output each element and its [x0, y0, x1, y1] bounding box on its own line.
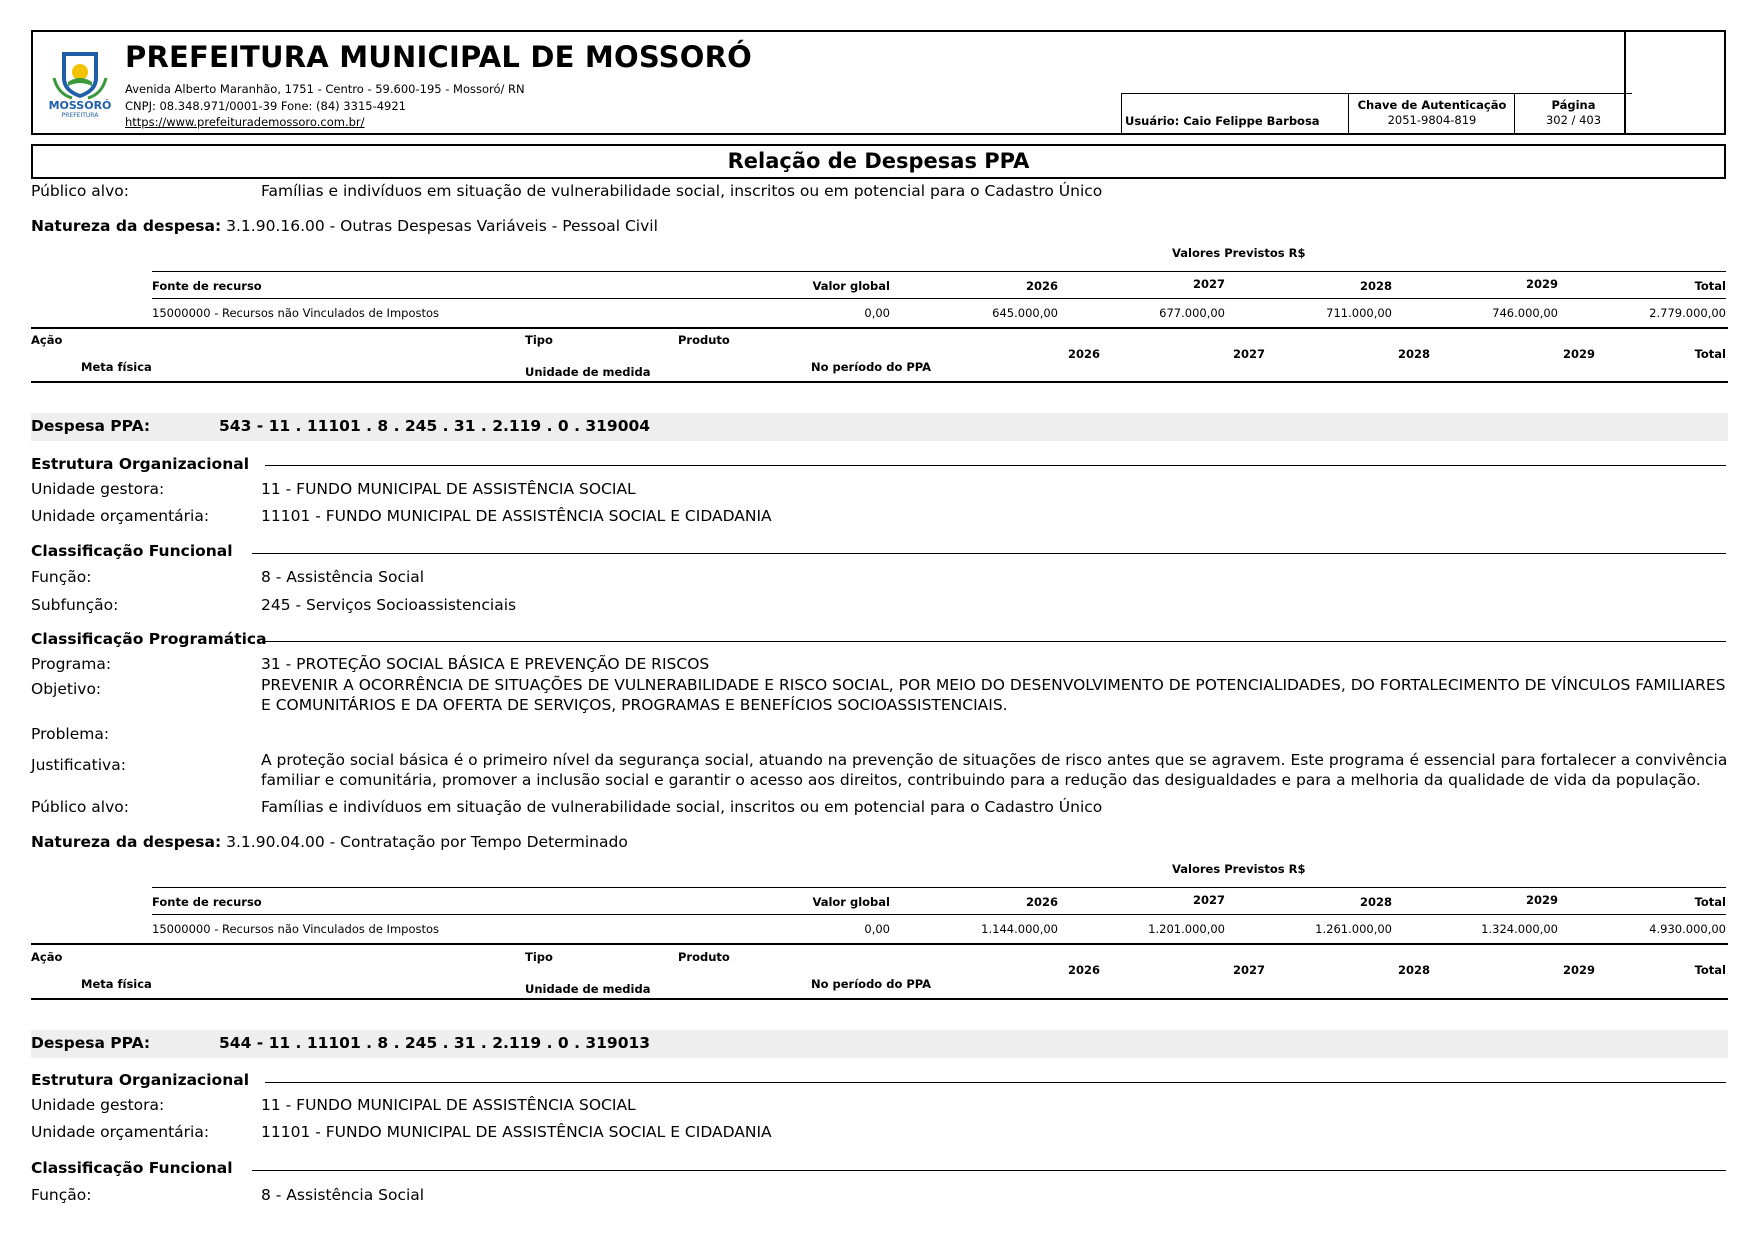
value-2027: 677.000,00	[1159, 306, 1225, 320]
despesa-code: 543 - 11 . 11101 . 8 . 245 . 31 . 2.119 . 0 . 319004	[219, 417, 651, 435]
header-right-blank	[1624, 32, 1724, 133]
col-valor-global: Valor global	[812, 279, 890, 293]
valor-global-value: 0,00	[864, 922, 890, 936]
fonte-value: 15000000 - Recursos não Vinculados de Impostos	[152, 306, 440, 320]
table-rule	[152, 298, 1726, 299]
value-2026: 1.144.000,00	[981, 922, 1058, 936]
natureza-despesa	[31, 833, 628, 851]
col-produto: Produto	[678, 950, 730, 964]
classificacao-programatica-title: Classificação Programática	[31, 630, 267, 648]
programa-label: Programa:	[31, 655, 112, 673]
col-fonte: Fonte de recurso	[152, 279, 262, 293]
valores-previstos-title: Valores Previstos R$	[1172, 862, 1306, 876]
objetivo-label: Objetivo:	[31, 680, 102, 698]
justificativa-label: Justificativa:	[31, 756, 126, 774]
classificacao-funcional-title: Classificação Funcional	[31, 1159, 233, 1177]
logo-text: MOSSORÓ	[48, 99, 112, 112]
auth-key-label: Chave de Autenticação	[1357, 98, 1507, 112]
value-2027: 1.201.000,00	[1148, 922, 1225, 936]
estrutura-title: Estrutura Organizacional	[31, 455, 250, 473]
meta-col-2029: 2029	[1562, 963, 1595, 977]
funcao-label: Função:	[31, 1186, 92, 1204]
valor-global-value: 0,00	[864, 306, 890, 320]
meta-col-total: Total	[1694, 347, 1726, 361]
fonte-value: 15000000 - Recursos não Vinculados de Impostos	[152, 922, 440, 936]
natureza-value: 3.1.90.04.00 - Contratação por Tempo Determinado	[226, 833, 628, 851]
despesa-label: Despesa PPA:	[31, 417, 151, 435]
col-meta-fisica: Meta física	[81, 360, 152, 374]
unidade-gestora-value: 11 - FUNDO MUNICIPAL DE ASSISTÊNCIA SOCIAL	[261, 480, 636, 498]
meta-col-2028: 2028	[1397, 347, 1430, 361]
table-rule	[31, 327, 1728, 329]
page-title: Relação de Despesas PPA	[31, 144, 1726, 179]
meta-col-2027: 2027	[1232, 347, 1265, 361]
funcao-value: 8 - Assistência Social	[261, 1186, 425, 1204]
value-2028: 1.261.000,00	[1315, 922, 1392, 936]
col-2027: 2027	[1192, 277, 1225, 291]
page-cell	[1514, 93, 1632, 133]
estrutura-title: Estrutura Organizacional	[31, 1071, 250, 1089]
org-address: Avenida Alberto Maranhão, 1751 - Centro - 59.600-195 - Mossoró/ RN	[125, 82, 525, 96]
despesa-label: Despesa PPA:	[31, 1034, 151, 1052]
table-rule	[31, 998, 1728, 1000]
table-rule	[31, 381, 1728, 383]
col-2029: 2029	[1525, 893, 1558, 907]
page-label: Página	[1551, 98, 1596, 112]
section-rule	[252, 1170, 1726, 1171]
subfuncao-label: Subfunção:	[31, 596, 119, 614]
logo-subtext: PREFEITURA	[61, 112, 99, 118]
col-unidade-medida: Unidade de medida	[525, 365, 651, 379]
coat-of-arms-icon	[40, 48, 120, 118]
col-2027: 2027	[1192, 893, 1225, 907]
col-no-periodo: No período do PPA	[811, 360, 932, 374]
unidade-orcamentaria-value: 11101 - FUNDO MUNICIPAL DE ASSISTÊNCIA SOCIAL E CIDADANIA	[261, 507, 772, 525]
col-no-periodo: No período do PPA	[811, 977, 932, 991]
meta-col-2029: 2029	[1562, 347, 1595, 361]
col-acao: Ação	[31, 333, 63, 347]
natureza-label: Natureza da despesa:	[31, 833, 222, 851]
publico-alvo-value: Famílias e indivíduos em situação de vulnerabilidade social, inscritos ou em potencial para o Cadastro Único	[261, 798, 1103, 816]
section-rule	[252, 553, 1726, 554]
unidade-gestora-label: Unidade gestora:	[31, 1096, 165, 1114]
unidade-orcamentaria-value: 11101 - FUNDO MUNICIPAL DE ASSISTÊNCIA SOCIAL E CIDADANIA	[261, 1123, 772, 1141]
col-2026: 2026	[1025, 279, 1058, 293]
value-2028: 711.000,00	[1326, 306, 1392, 320]
auth-key-value: 2051-9804-819	[1387, 113, 1477, 127]
unidade-gestora-label: Unidade gestora:	[31, 480, 165, 498]
col-tipo: Tipo	[525, 333, 553, 347]
col-tipo: Tipo	[525, 950, 553, 964]
unidade-orcamentaria-label: Unidade orçamentária:	[31, 507, 210, 525]
auth-key-cell	[1348, 93, 1515, 133]
funcao-value: 8 - Assistência Social	[261, 568, 425, 586]
user-cell	[1121, 93, 1349, 133]
meta-col-total: Total	[1694, 963, 1726, 977]
subfuncao-value: 245 - Serviços Socioassistenciais	[261, 596, 517, 614]
section-rule	[265, 465, 1726, 466]
col-2028: 2028	[1359, 279, 1392, 293]
col-2026: 2026	[1025, 895, 1058, 909]
funcao-label: Função:	[31, 568, 92, 586]
programa-value: 31 - PROTEÇÃO SOCIAL BÁSICA E PREVENÇÃO DE RISCOS	[261, 655, 710, 673]
col-2028: 2028	[1359, 895, 1392, 909]
section-rule	[262, 641, 1726, 642]
value-2029: 1.324.000,00	[1481, 922, 1558, 936]
prefeitura-logo	[40, 48, 120, 118]
meta-col-2027: 2027	[1232, 963, 1265, 977]
problema-label: Problema:	[31, 725, 110, 743]
table-rule	[152, 271, 1726, 272]
table-rule	[152, 914, 1726, 915]
meta-col-2026: 2026	[1067, 347, 1100, 361]
col-unidade-medida: Unidade de medida	[525, 982, 651, 996]
value-2026: 645.000,00	[992, 306, 1058, 320]
table-rule	[152, 887, 1726, 888]
org-website-link[interactable]: https://www.prefeiturademossoro.com.br/	[125, 115, 365, 129]
section-rule	[265, 1082, 1726, 1083]
meta-col-2028: 2028	[1397, 963, 1430, 977]
col-valor-global: Valor global	[812, 895, 890, 909]
col-produto: Produto	[678, 333, 730, 347]
valores-previstos-title: Valores Previstos R$	[1172, 246, 1306, 260]
unidade-gestora-value: 11 - FUNDO MUNICIPAL DE ASSISTÊNCIA SOCIAL	[261, 1096, 636, 1114]
page-number: 302 / 403	[1545, 113, 1602, 127]
col-acao: Ação	[31, 950, 63, 964]
publico-alvo-label: Público alvo:	[31, 182, 129, 200]
col-total: Total	[1694, 279, 1726, 293]
unidade-orcamentaria-label: Unidade orçamentária:	[31, 1123, 210, 1141]
user-label: Usuário: Caio Felippe Barbosa	[1125, 114, 1320, 128]
col-meta-fisica: Meta física	[81, 977, 152, 991]
objetivo-value: PREVENIR A OCORRÊNCIA DE SITUAÇÕES DE VULNERABILIDADE E RISCO SOCIAL, POR MEIO DO DESENVOLVIMENTO DE POTENCIALIDADES, DO FORTALECIMENTO DE VÍNCULOS FAMILIARES E COMUNITÁRIOS E DA OFERTA DE SERVIÇOS, PROGRAMAS E BENEFÍCIOS SOCIOASSISTENCIAIS.	[261, 676, 1726, 714]
org-name: PREFEITURA MUNICIPAL DE MOSSORÓ	[125, 40, 752, 74]
value-2029: 746.000,00	[1492, 306, 1558, 320]
col-total: Total	[1694, 895, 1726, 909]
despesa-code: 544 - 11 . 11101 . 8 . 245 . 31 . 2.119 . 0 . 319013	[219, 1034, 651, 1052]
natureza-despesa	[31, 217, 658, 235]
publico-alvo-value: Famílias e indivíduos em situação de vulnerabilidade social, inscritos ou em potencial para o Cadastro Único	[261, 182, 1103, 200]
value-total: 2.779.000,00	[1649, 306, 1726, 320]
table-rule	[31, 943, 1728, 945]
meta-col-2026: 2026	[1067, 963, 1100, 977]
value-total: 4.930.000,00	[1649, 922, 1726, 936]
natureza-label: Natureza da despesa:	[31, 217, 222, 235]
classificacao-funcional-title: Classificação Funcional	[31, 542, 233, 560]
natureza-value: 3.1.90.16.00 - Outras Despesas Variáveis - Pessoal Civil	[226, 217, 658, 235]
col-2029: 2029	[1525, 277, 1558, 291]
col-fonte: Fonte de recurso	[152, 895, 262, 909]
org-cnpj-phone: CNPJ: 08.348.971/0001-39 Fone: (84) 3315-4921	[125, 99, 406, 113]
publico-alvo-label: Público alvo:	[31, 798, 129, 816]
justificativa-value: A proteção social básica é o primeiro nível da segurança social, atuando na prevenção de situações de risco antes que se agravem. Este programa é essencial para fortalecer a convivência familiar e comunitária, promover a inclusão social e garantir o acesso aos direitos, contribuindo para a redução das desigualdades e para a melhoria da qualidade de vida da população.	[261, 751, 1728, 789]
